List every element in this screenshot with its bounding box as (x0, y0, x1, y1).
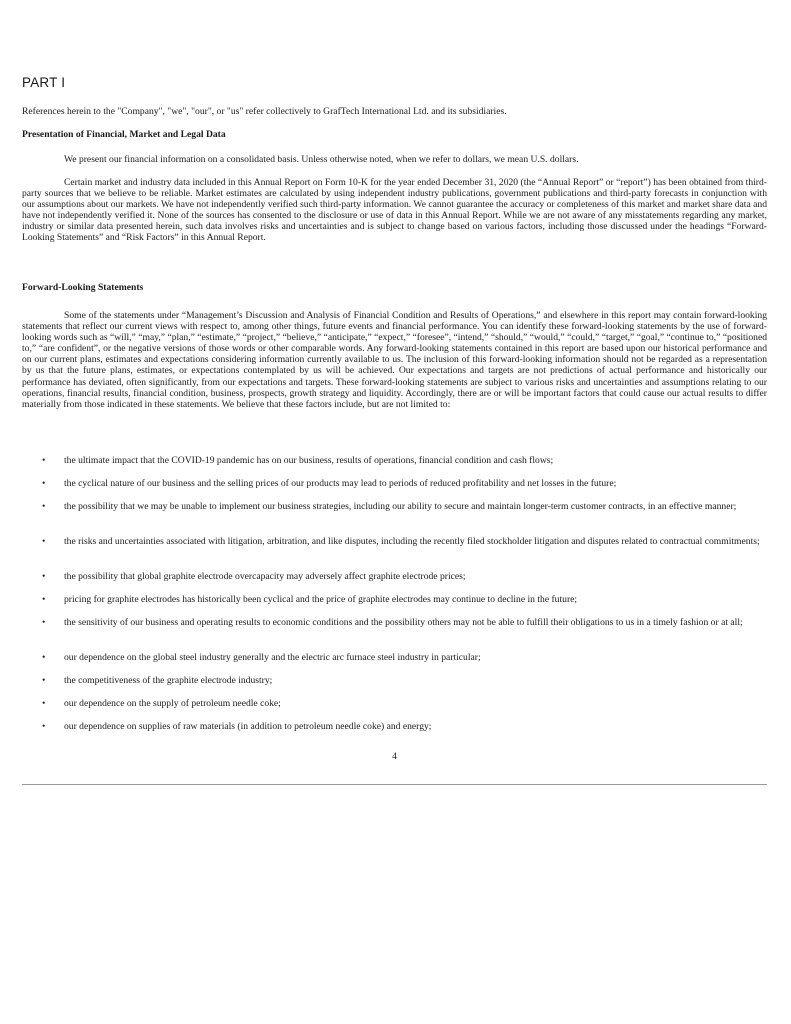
list-item-text: our dependence on the supply of petroleum needle coke; (64, 698, 281, 709)
list-item-text: pricing for graphite electrodes has historically been cyclical and the price of graphite electrodes may continue to decline in the future; (64, 594, 578, 605)
list-item-text: the possibility that we may be unable to implement our business strategies, including our ability to secure and maintain longer-term customer contracts, in an effective manner; (64, 501, 737, 512)
list-item (22, 617, 791, 628)
list-item-text: the ultimate impact that the COVID-19 pandemic has on our business, results of operations, financial condition and cash flows; (64, 455, 554, 466)
bullet-icon: • (42, 652, 46, 663)
list-item-text: the competitiveness of the graphite electrode industry; (64, 675, 273, 686)
list-item (22, 501, 791, 512)
part-heading: PART I (22, 75, 66, 90)
bullet-icon: • (42, 675, 46, 686)
bullet-icon: • (42, 698, 46, 709)
paragraph-forward-looking-1: Some of the statements under “Management’s Discussion and Analysis of Financial Condition and Results of Operations,” and elsewhere in this report may contain forward-looking statements that reflect our current views with respect to, among other things, future events and financial performance. You can identify these forward-looking statements by the use of forward-looking words such as “will,” “may,” “plan,” “estimate,” “project,” “believe,” “anticipate,” “expect,” “foresee”, “intend,” “should,” “would,” “could,” “target,” “goal,” “continue to,” “positioned to,” “are confident”, or the negative versions of those words or other comparable words. Any forward-looking statements contained in this report are based upon our historical performance and on our current plans, estimates and expectations considering information currently available to us. The inclusion of this forward-looking information should not be regarded as a representation by us that the future plans, estimates, or expectations contemplated by us will be achieved. Our expectations and targets are not predictions of actual performance and historically our performance has deviated, often significantly, from our expectations and targets. These forward-looking statements are subject to various risks and uncertainties and assumptions relating to our operations, financial results, financial condition, business, prospects, growth strategy and liquidity. Accordingly, there are or will be important factors that could cause our actual results to differ materially from those indicated in these statements. We believe that these factors include, but are not limited to: (22, 310, 767, 410)
list-item-text: the risks and uncertainties associated with litigation, arbitration, and like disputes, including the recently filed stockholder litigation and disputes related to contractual commitments; (64, 536, 760, 547)
list-item (22, 594, 791, 605)
list-item-text: the possibility that global graphite electrode overcapacity may adversely affect graphite electrode prices; (64, 571, 466, 582)
bullet-icon: • (42, 571, 46, 582)
list-item (22, 478, 791, 489)
bullet-icon: • (42, 455, 46, 466)
bullet-icon: • (42, 478, 46, 489)
list-item (22, 652, 791, 663)
paragraph-presentation-1: We present our financial information on a consolidated basis. Unless otherwise noted, when we refer to dollars, we mean U.S. dollars. (64, 154, 579, 165)
page-number: 4 (392, 751, 397, 762)
page-divider (22, 784, 767, 785)
bullet-icon: • (42, 594, 46, 605)
bullet-icon: • (42, 536, 46, 547)
list-item-text: the sensitivity of our business and operating results to economic conditions and the possibility others may not be able to fulfill their obligations to us in a timely fashion or at all; (64, 617, 743, 628)
intro-text: References herein to the "Company", "we", "our", or "us" refer collectively to GrafTech International Ltd. and its subsidiaries. (22, 106, 507, 117)
list-item-text: our dependence on supplies of raw materials (in addition to petroleum needle coke) and energy; (64, 721, 432, 732)
bullet-icon: • (42, 617, 46, 628)
list-item (22, 675, 791, 686)
list-item (22, 455, 791, 466)
section-heading-forward-looking: Forward-Looking Statements (22, 282, 144, 293)
list-item (22, 721, 791, 732)
list-item-text: our dependence on the global steel industry generally and the electric arc furnace steel industry in particular; (64, 652, 481, 663)
bullet-icon: • (42, 501, 46, 512)
paragraph-presentation-2: Certain market and industry data included in this Annual Report on Form 10-K for the year ended December 31, 2020 (the “Annual Report” or “report”) has been obtained from third-party sources that we believe to be reliable. Market estimates are calculated by using independent industry publications, government publications and third-party forecasts in conjunction with our assumptions about our markets. We have not independently verified such third-party information. We cannot guarantee the accuracy or completeness of this market and market share data and have not independently verified it. None of the sources has consented to the disclosure or use of data in this Annual Report. While we are not aware of any misstatements regarding any market, industry or similar data presented herein, such data involves risks and uncertainties and is subject to change based on various factors, including those discussed under the headings “Forward-Looking Statements” and “Risk Factors” in this Annual Report. (22, 177, 767, 244)
bullet-icon: • (42, 721, 46, 732)
list-item (22, 536, 791, 547)
list-item (22, 571, 791, 582)
list-item (22, 698, 791, 709)
list-item-text: the cyclical nature of our business and the selling prices of our products may lead to periods of reduced profitability and net losses in the future; (64, 478, 617, 489)
section-heading-presentation: Presentation of Financial, Market and Legal Data (22, 129, 226, 140)
